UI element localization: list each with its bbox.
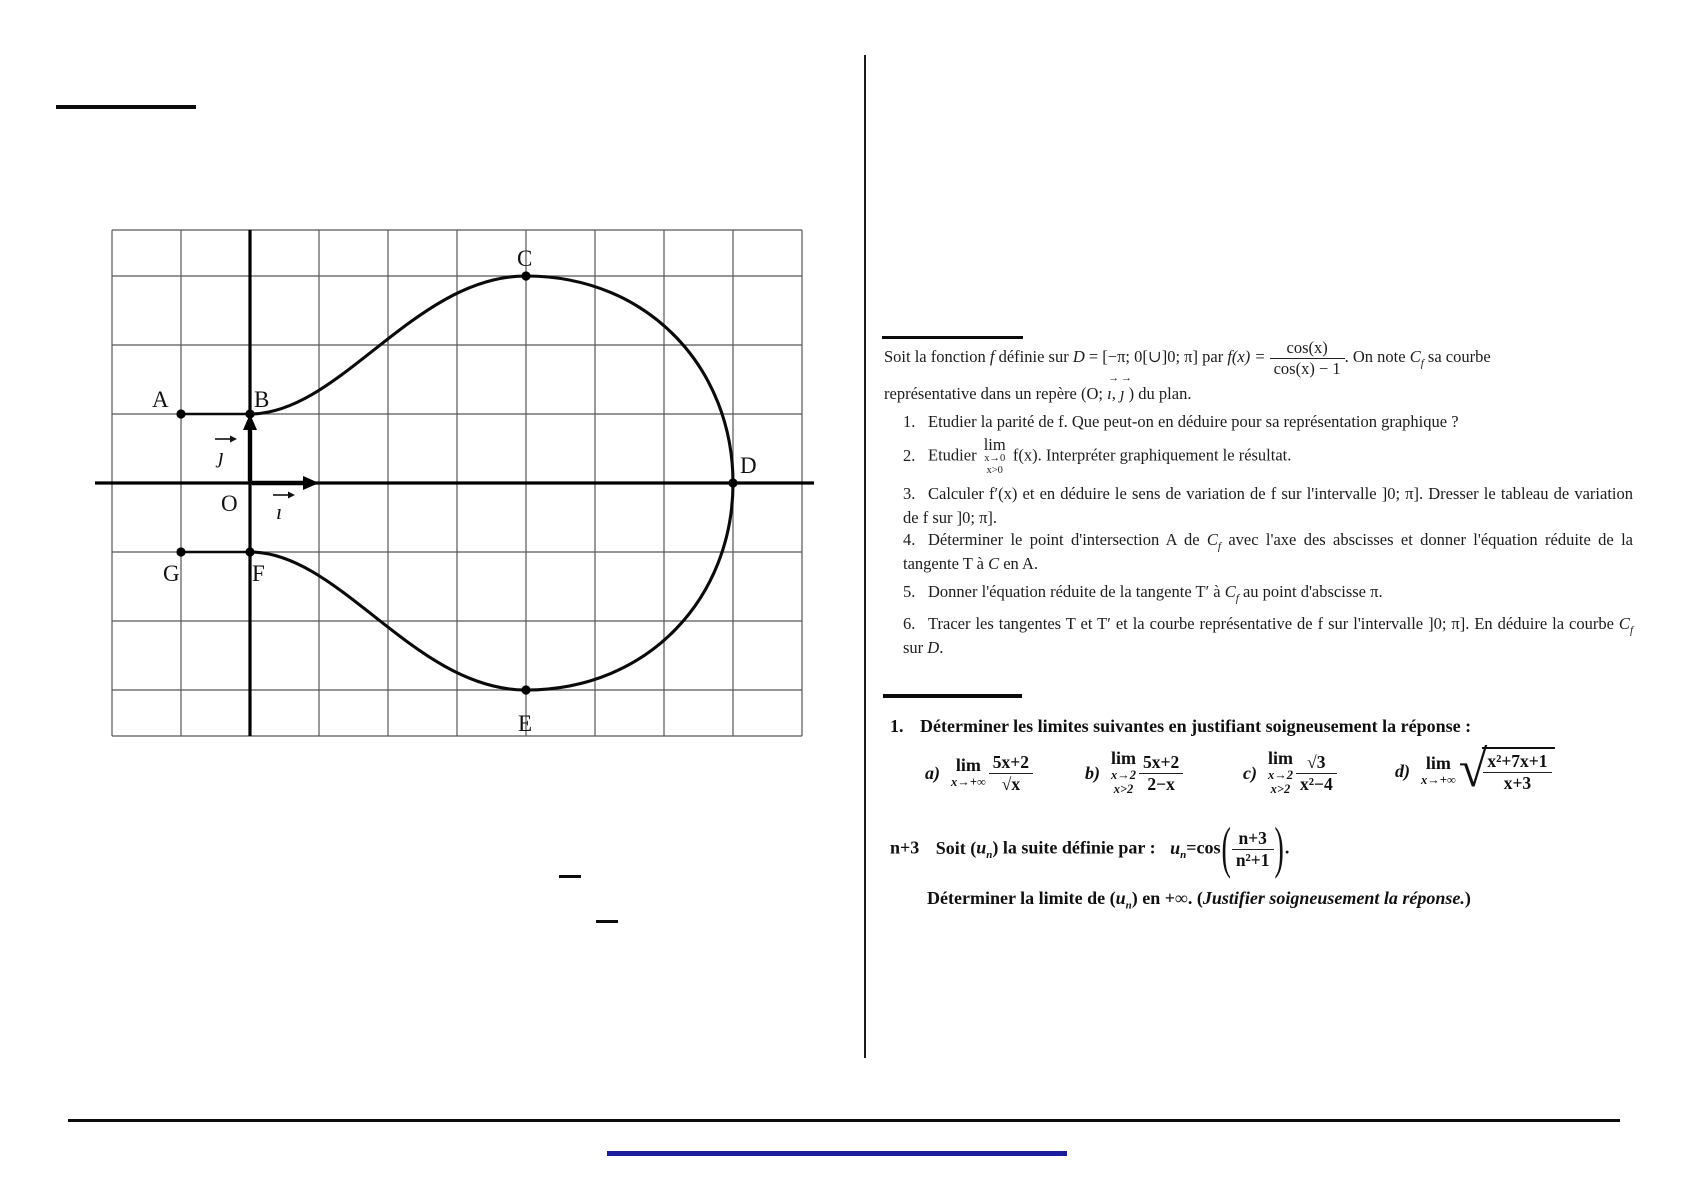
domain-symbol: D bbox=[1072, 347, 1085, 367]
f-symbol: f bbox=[989, 347, 995, 367]
intro-text: . On note bbox=[1344, 347, 1410, 367]
radical-sign: √ bbox=[1458, 741, 1488, 799]
exercise2-line-2 bbox=[927, 888, 1471, 912]
item-text: Etudier bbox=[928, 445, 981, 465]
curve-subscript: f bbox=[1629, 624, 1633, 637]
limit-stack bbox=[951, 756, 986, 789]
fx-equals: f(x) = bbox=[1227, 347, 1266, 367]
unit-vectors bbox=[243, 414, 319, 490]
j-vector-inline bbox=[1119, 372, 1132, 404]
lim-word: lim bbox=[1267, 748, 1293, 769]
redacted-title-bar bbox=[56, 105, 196, 109]
limit-b bbox=[1085, 744, 1183, 802]
intro-text: définie sur bbox=[994, 347, 1073, 367]
u-symbol: u bbox=[1170, 837, 1181, 858]
curve-subscript: f bbox=[1217, 540, 1221, 553]
item-text: avec l'axe des abscisses et donner l'équation réduite de la tangente T à bbox=[903, 530, 1633, 573]
open-paren: ( bbox=[1221, 816, 1231, 881]
item-text: . bbox=[939, 638, 944, 657]
fraction-denominator: √x bbox=[989, 773, 1033, 795]
item-text: Déterminer le point d'intersection A de bbox=[928, 530, 1207, 549]
lim-subscript: x→2 bbox=[1111, 768, 1136, 783]
column-divider bbox=[864, 55, 866, 1058]
intro-text: sa courbe bbox=[1423, 347, 1491, 367]
limit-a bbox=[925, 744, 1033, 802]
footer-link-underline[interactable] bbox=[607, 1151, 1067, 1156]
intro-text: Soit la fonction bbox=[884, 347, 990, 367]
coordinate-grid-figure bbox=[90, 220, 820, 750]
fraction-denominator: x²−4 bbox=[1296, 773, 1337, 795]
j-letter: ȷ bbox=[1119, 384, 1125, 403]
limit-stack bbox=[1421, 754, 1456, 787]
lim-subscript: x>0 bbox=[986, 465, 1003, 477]
point-c-dot bbox=[521, 271, 530, 280]
item-text: en A. bbox=[999, 554, 1039, 573]
item-number: 6. bbox=[903, 614, 916, 633]
vector-arrow-icon: → bbox=[1108, 372, 1120, 384]
period: . bbox=[1284, 837, 1290, 858]
point-d-dot bbox=[728, 478, 737, 487]
exercise1-intro-line1 bbox=[884, 338, 1634, 379]
lim-word: lim bbox=[1111, 748, 1136, 769]
curve-subscript: f bbox=[1235, 592, 1239, 605]
label-g: G bbox=[163, 561, 180, 586]
limit-d bbox=[1395, 740, 1555, 802]
curve-symbol: C bbox=[1409, 347, 1421, 367]
intro-text: = [−π; 0[∪]0; π] par bbox=[1084, 347, 1228, 367]
exercise1-item-2 bbox=[903, 436, 1633, 477]
item-text: f(x). Interpréter graphiquement le résultat. bbox=[1008, 445, 1292, 465]
fraction-numerator: 5x+2 bbox=[992, 751, 1030, 772]
limit-fraction bbox=[989, 752, 1033, 795]
lim-subscript: x→0 bbox=[984, 453, 1006, 465]
limit-tag: c) bbox=[1243, 762, 1257, 783]
lim-word: lim bbox=[1425, 753, 1451, 774]
item-text: ) la suite définie par : bbox=[992, 837, 1161, 858]
vector-arrow-icon: → bbox=[1120, 372, 1132, 384]
lim-subscript: x>2 bbox=[1113, 782, 1134, 797]
limit-fraction bbox=[1296, 752, 1337, 795]
lim-subscript: x→+∞ bbox=[951, 775, 986, 790]
limit-stack bbox=[984, 436, 1006, 477]
exercise1-item-4 bbox=[903, 528, 1633, 576]
limit-tag: d) bbox=[1395, 760, 1410, 781]
curve-symbol: C bbox=[1618, 614, 1630, 633]
item-text: Donner l'équation réduite de la tangente T′ à bbox=[928, 582, 1225, 601]
limit-stack bbox=[1111, 749, 1136, 797]
exercise2-item-1 bbox=[890, 716, 1471, 737]
item-text: ) en +∞. ( bbox=[1131, 888, 1203, 908]
close-paren: ) bbox=[1274, 816, 1284, 881]
exercise1-item-5 bbox=[903, 580, 1633, 604]
point-e-dot bbox=[521, 685, 530, 694]
point-labels bbox=[152, 246, 757, 736]
point-f-dot bbox=[245, 547, 254, 556]
label-f: F bbox=[252, 561, 265, 586]
limit-tag: a) bbox=[925, 762, 940, 783]
limit-fraction bbox=[1139, 752, 1183, 795]
label-c: C bbox=[517, 246, 533, 271]
vector-label-arrows bbox=[215, 436, 295, 499]
intro-text: représentative dans un repère (O; bbox=[884, 384, 1108, 403]
limit-fraction bbox=[1483, 751, 1551, 794]
label-origin: O bbox=[221, 491, 238, 516]
stray-dash-2 bbox=[596, 920, 618, 923]
sequence-fraction bbox=[1232, 828, 1274, 871]
lim-subscript: x→2 bbox=[1267, 768, 1293, 783]
footer-rule bbox=[68, 1119, 1620, 1122]
item-number: 5. bbox=[903, 582, 916, 601]
fraction-denominator: cos(x) − 1 bbox=[1270, 358, 1345, 379]
exercise1-item-6 bbox=[903, 612, 1633, 660]
intro-text: , bbox=[1111, 384, 1120, 403]
u-subscript: n bbox=[1180, 849, 1187, 862]
item-text: Calculer f′(x) et en déduire le sens de variation de f sur l'intervalle ]0; π]. Dresser le tableau de variation de f sur ]0; π]. bbox=[903, 484, 1633, 527]
fraction-numerator: 5x+2 bbox=[1143, 751, 1180, 772]
item-text: sur bbox=[903, 638, 928, 657]
item-number: 4. bbox=[903, 530, 916, 549]
fraction-numerator: cos(x) bbox=[1286, 338, 1328, 357]
i-vector-inline bbox=[1107, 372, 1120, 404]
item-number: 1. bbox=[890, 716, 904, 736]
u-symbol: u bbox=[1115, 888, 1126, 908]
point-g-dot bbox=[176, 547, 185, 556]
lim-subscript: x>2 bbox=[1270, 782, 1291, 797]
i-vector-arrowhead bbox=[303, 476, 319, 490]
label-j-vector: ȷ bbox=[218, 443, 225, 468]
item-text: Déterminer la limite de ( bbox=[927, 888, 1116, 908]
exercise2-item-2 bbox=[890, 816, 1290, 881]
lim-word: lim bbox=[983, 435, 1006, 454]
fraction-numerator: n+3 bbox=[1238, 828, 1267, 848]
item-number: 3. bbox=[903, 484, 916, 503]
exercise1-intro-line2 bbox=[884, 372, 1634, 404]
equals-cos: =cos bbox=[1186, 837, 1221, 858]
limit-stack bbox=[1268, 749, 1293, 797]
cos-fraction bbox=[1270, 338, 1345, 379]
fraction-denominator: n²+1 bbox=[1232, 849, 1274, 871]
label-i-vector: ı bbox=[276, 499, 283, 524]
fraction-denominator: x+3 bbox=[1483, 772, 1551, 794]
u-subscript: n bbox=[986, 849, 993, 862]
exercise2-heading-redacted bbox=[883, 694, 1022, 698]
item-number: 1. bbox=[903, 412, 916, 431]
domain-symbol: D bbox=[927, 638, 940, 657]
limit-tag: b) bbox=[1085, 762, 1100, 783]
item-number: 2. bbox=[903, 445, 916, 465]
i-letter: ı bbox=[1107, 384, 1112, 403]
label-b: B bbox=[254, 387, 270, 412]
curve-symbol: C bbox=[1206, 530, 1218, 549]
radical-expression bbox=[1458, 741, 1555, 799]
lim-word: lim bbox=[955, 755, 981, 776]
exercise1-item-3 bbox=[903, 482, 1633, 530]
item-text: au point d'abscisse π. bbox=[1238, 582, 1383, 601]
curve-symbol: C bbox=[988, 554, 1000, 573]
stray-dash-1 bbox=[559, 875, 581, 878]
limit-c bbox=[1243, 744, 1337, 802]
fraction-denominator: 2−x bbox=[1139, 773, 1183, 795]
lim-subscript: x→+∞ bbox=[1421, 773, 1456, 788]
item-number: n+3 bbox=[890, 837, 920, 858]
item-text: Tracer les tangentes T et T′ et la courbe représentative de f sur l'intervalle ]0; π]. En déduire la courbe bbox=[928, 614, 1619, 633]
point-a-dot bbox=[176, 409, 185, 418]
item-text: Soit ( bbox=[935, 837, 977, 858]
fraction-numerator: √3 bbox=[1307, 751, 1326, 772]
label-e: E bbox=[518, 711, 533, 736]
item-text: Etudier la parité de f. Que peut-on en déduire pour sa représentation graphique ? bbox=[928, 412, 1459, 431]
italic-note: Justifier soigneusement la réponse. bbox=[1202, 888, 1465, 908]
fraction-numerator: x²+7x+1 bbox=[1487, 751, 1548, 772]
u-symbol: u bbox=[976, 837, 987, 858]
u-subscript: n bbox=[1125, 899, 1132, 912]
label-d: D bbox=[740, 453, 757, 478]
curve-symbol: C bbox=[1224, 582, 1236, 601]
item-text: Déterminer les limites suivantes en justifiant soigneusement la réponse : bbox=[920, 716, 1472, 736]
radical-body bbox=[1482, 747, 1554, 794]
exercise1-item-1 bbox=[903, 410, 1633, 434]
curve-subscript: f bbox=[1420, 357, 1424, 370]
item-text: ) bbox=[1464, 888, 1471, 908]
intro-text: ) du plan. bbox=[1124, 384, 1192, 403]
label-a: A bbox=[152, 387, 169, 412]
